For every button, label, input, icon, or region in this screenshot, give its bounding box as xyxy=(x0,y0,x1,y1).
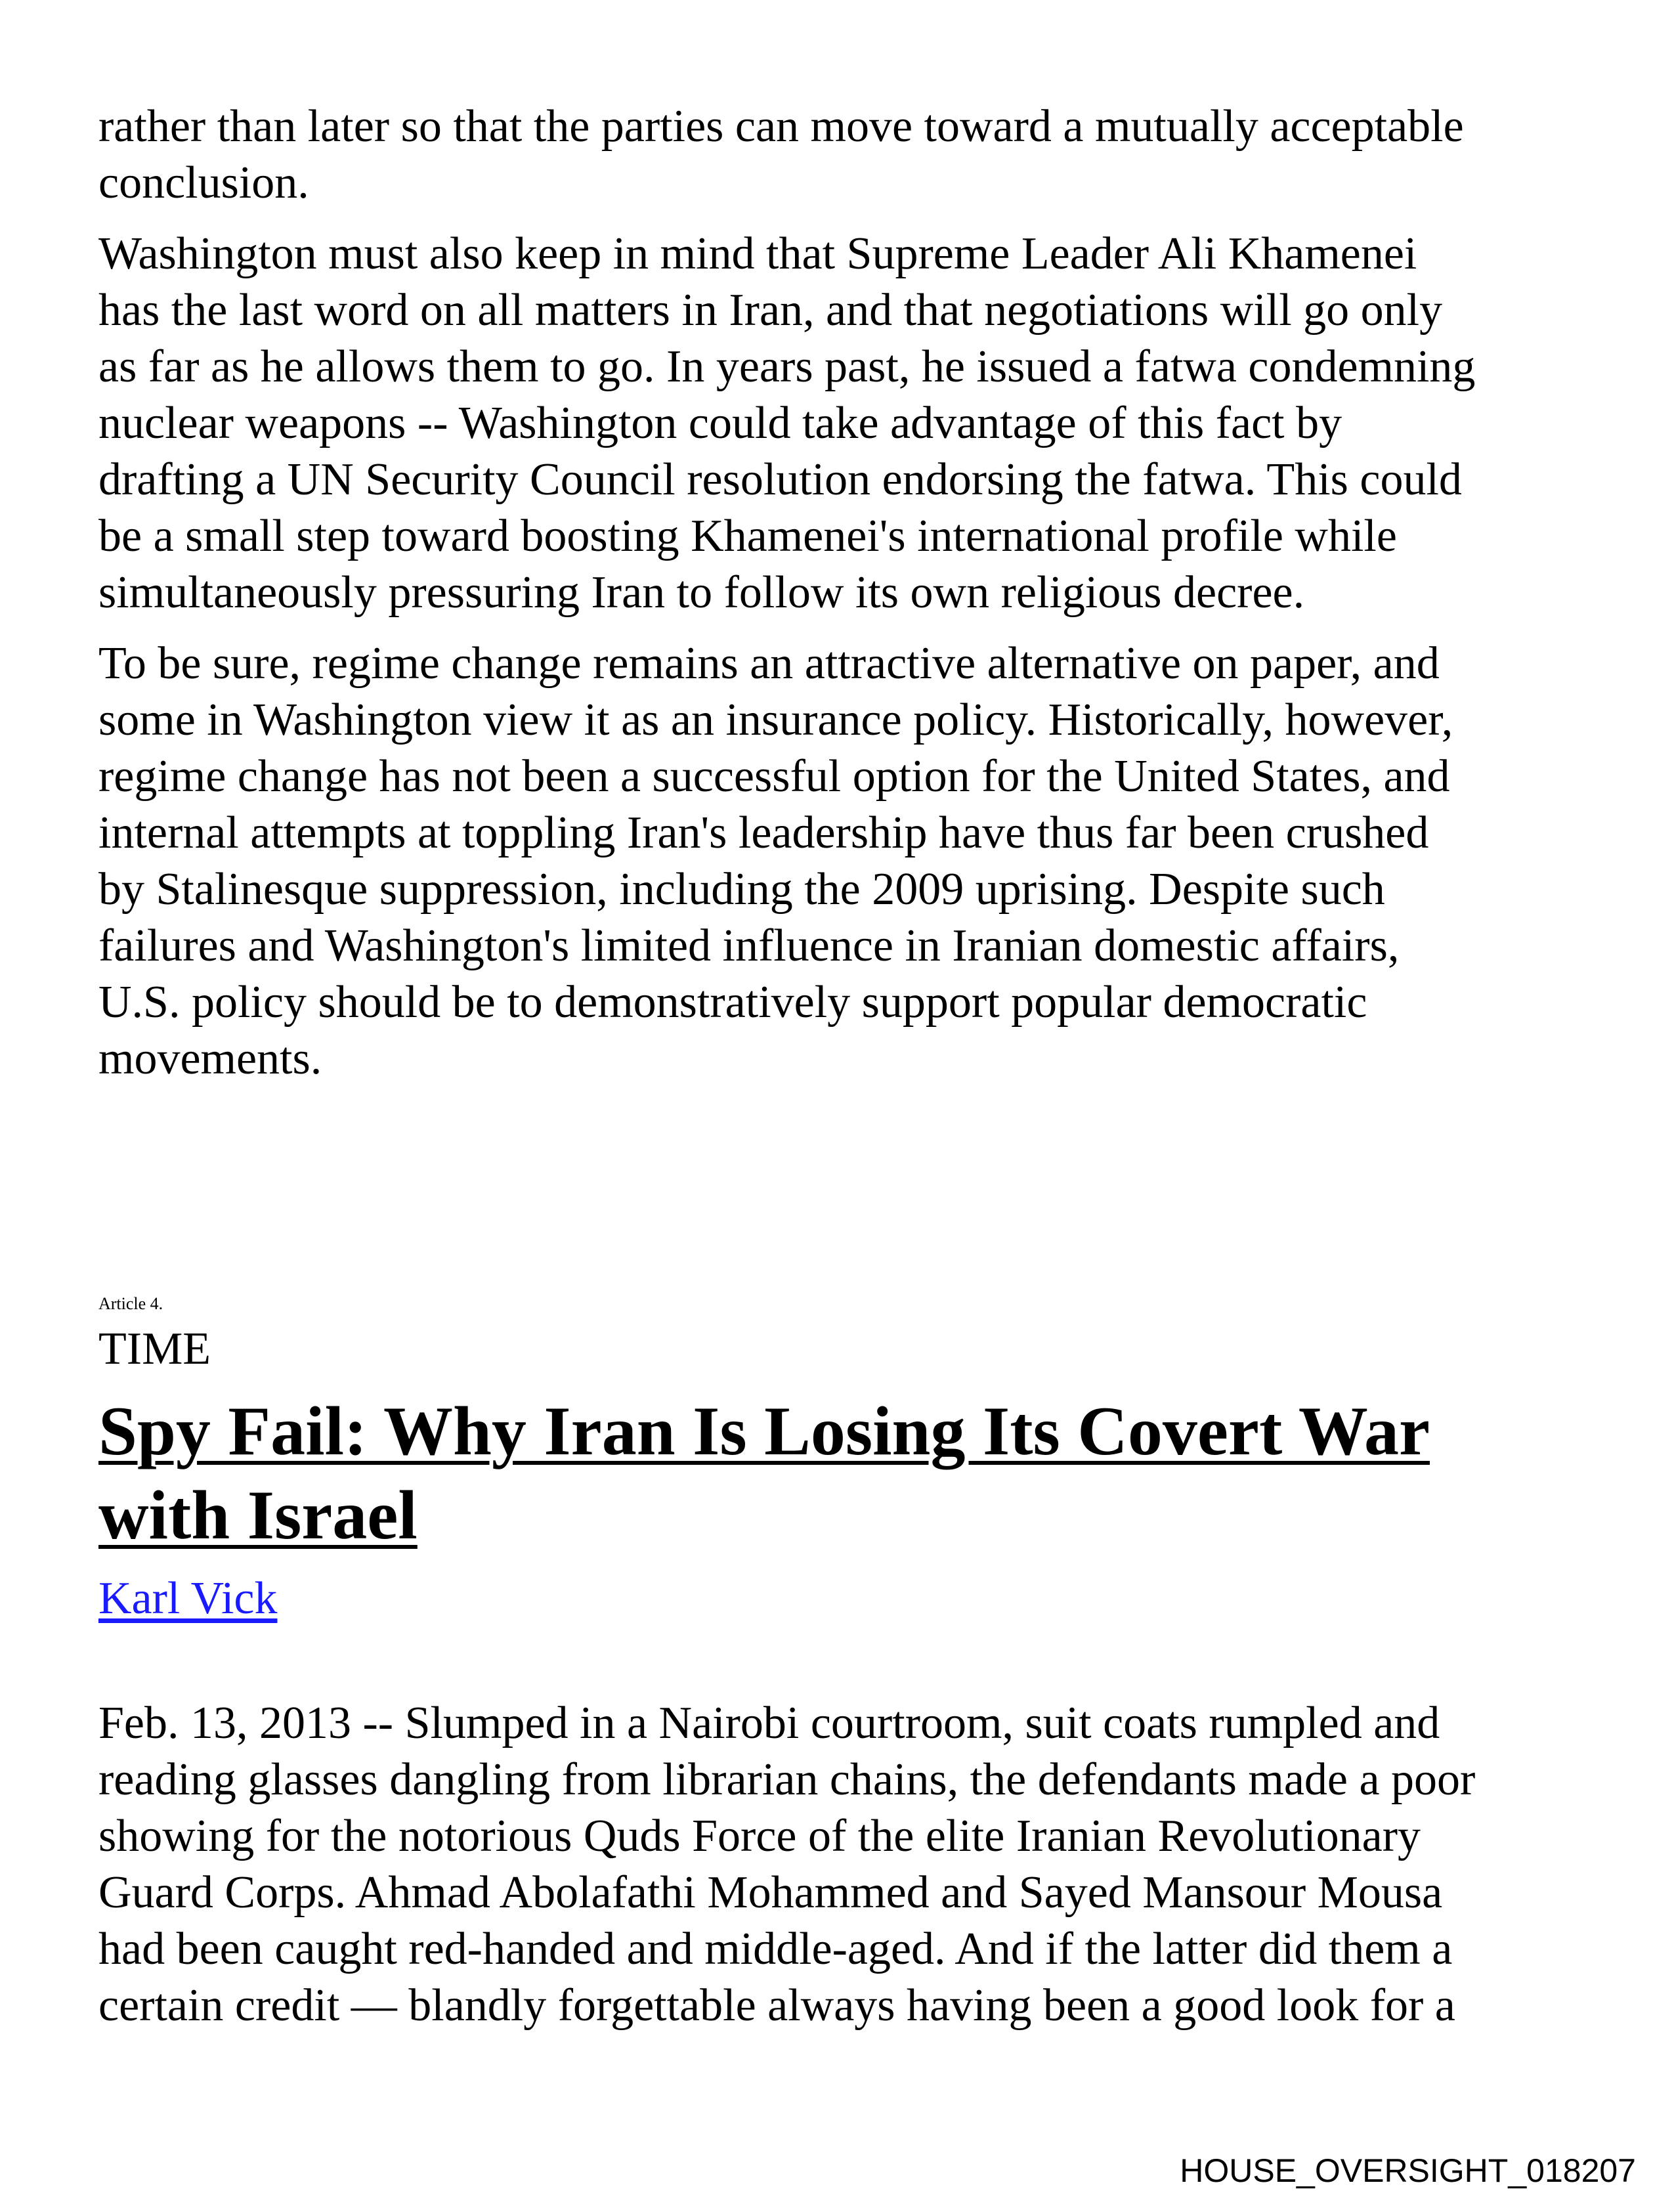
section-spacer xyxy=(98,1102,1576,1292)
document-id-stamp: HOUSE_OVERSIGHT_018207 xyxy=(1180,2152,1636,2189)
article-headline[interactable]: Spy Fail: Why Iran Is Losing Its Covert War with Israel xyxy=(98,1393,1430,1553)
continuation-paragraph-1: rather than later so that the parties can move toward a mutually acceptable conclusion. xyxy=(98,101,1464,208)
continuation-paragraph-3: To be sure, regime change remains an attractive alternative on paper, and some in Washington view it as an insurance policy. Historically, however, regime change has not been a successful option for the United States, and internal attempts at toppling Iran's leadership have thus far been crushed by Stalinesque suppression, including the 2009 uprising. Despite such failures and Washington's limited influence in Iranian domestic affairs, U.S. policy should be to demonstratively support popular democratic movements. xyxy=(98,638,1453,1084)
article-body-paragraph: Feb. 13, 2013 -- Slumped in a Nairobi courtroom, suit coats rumpled and reading glasses dangling from librarian chains, the defendants made a poor showing for the notorious Quds Force of the elite Iranian Revolutionary Guard Corps. Ahmad Abolafathi Mohammed and Sayed Mansour Mousa had been caught red-handed and middle-aged. And if the latter did them a certain credit — blandly forgettable always having been a good look for a xyxy=(98,1698,1476,2031)
publication-name: TIME xyxy=(98,1324,211,1374)
author-link[interactable]: Karl Vick xyxy=(98,1573,278,1624)
continuation-paragraph-2: Washington must also keep in mind that Supreme Leader Ali Khamenei has the last word on all matters in Iran, and that negotiations will go only as far as he allows them to go. In years past, he issued a fatwa condemning nuclear weapons -- Washington could take advantage of this fact by drafting a UN Security Council resolution endorsing the fatwa. This could be a small step toward boosting Khamenei's international profile while simultaneously pressuring Iran to follow its own religious decree. xyxy=(98,228,1476,618)
article-number-label: Article 4. xyxy=(98,1294,163,1313)
document-page xyxy=(98,98,1576,2049)
